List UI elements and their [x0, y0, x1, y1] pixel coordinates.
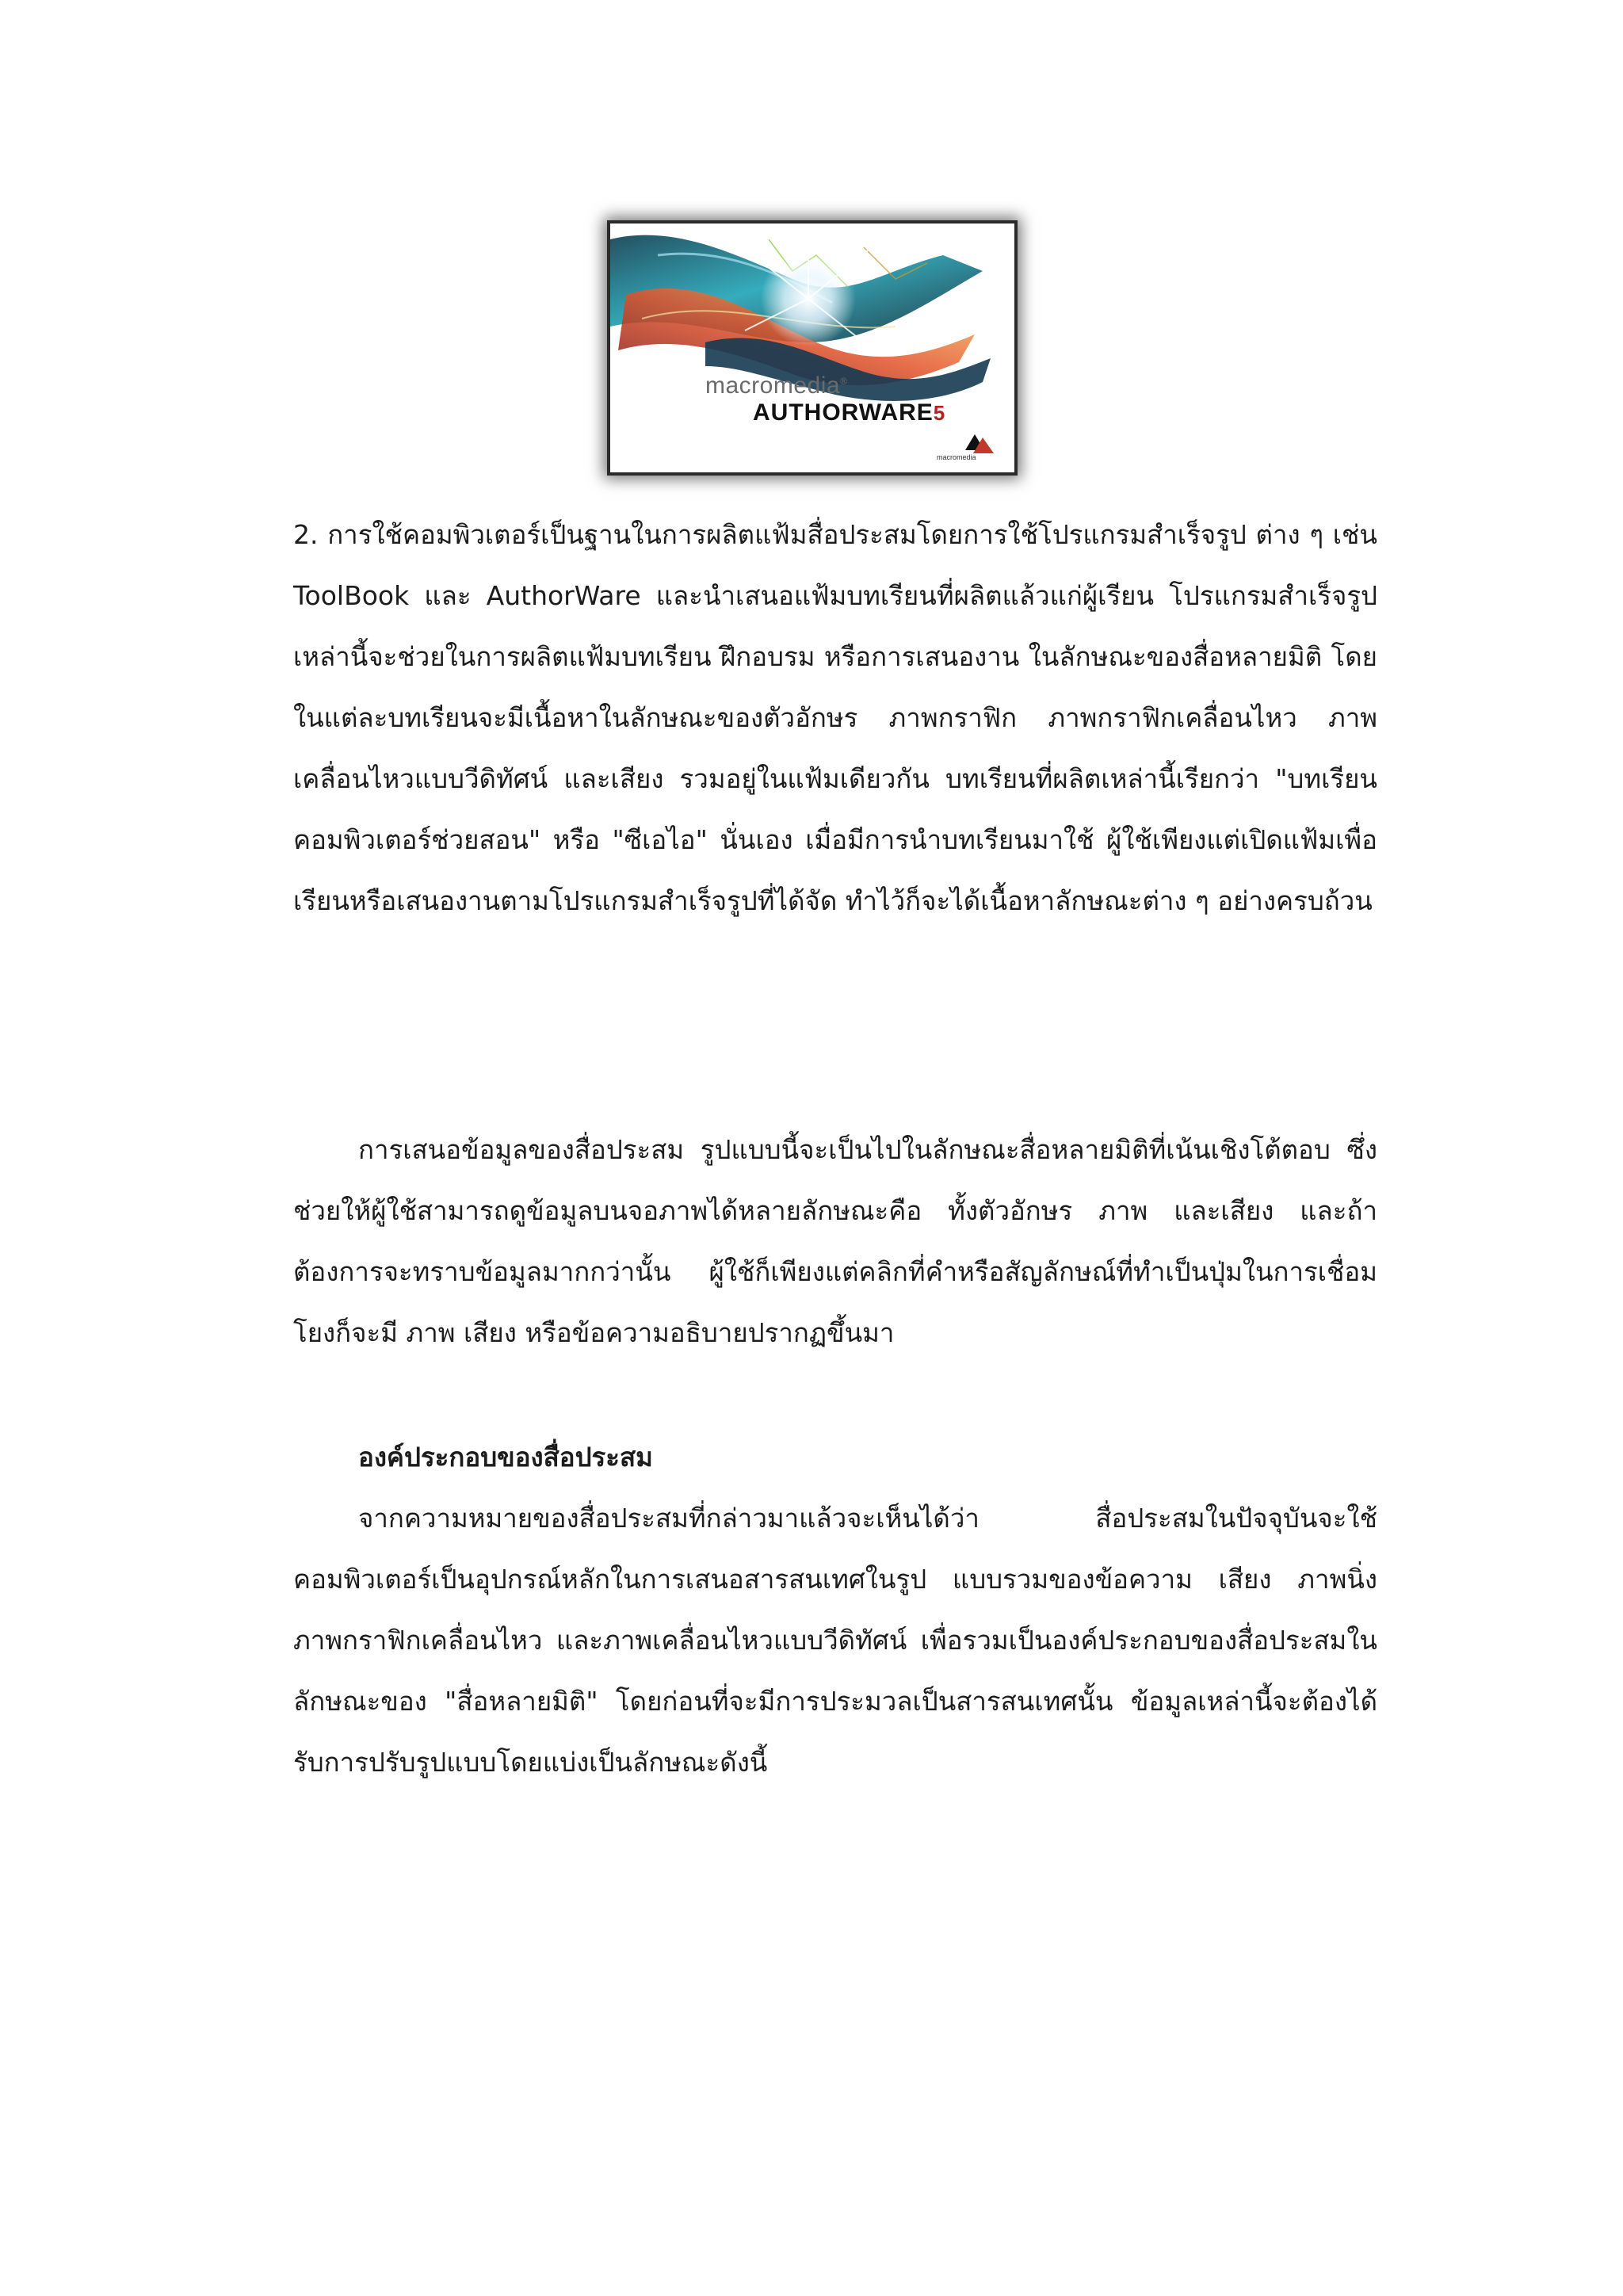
brand-name	[705, 372, 847, 399]
registered-mark: ®	[840, 376, 848, 387]
product-text: AUTHORWARE	[753, 399, 934, 426]
logo-caption: macromedia	[937, 453, 976, 461]
product-version: 5	[933, 401, 946, 425]
paragraph-multimedia-components: จากความหมายของสื่อประสมที่กล่าวมาแล้วจะเห็นได้ว่า สื่อประสมในปัจจุบันจะใช้คอมพิวเตอร์เป็นอุปกรณ์หลักในการเสนอสารสนเทศในรูป แบบรวมของข้อความ เสียง ภาพนิ่ง ภาพกราฟิกเคลื่อนไหว และภาพเคลื่อนไหวแบบวีดิทัศน์ เพื่อรวมเป็นองค์ประกอบของสื่อประสมในลักษณะของ "สื่อหลายมิติ" โดยก่อนที่จะมีการประมวลเป็นสารสนเทศนั้น ข้อมูลเหล่านี้จะต้องได้รับการปรับรูปแบบโดยแบ่งเป็นลักษณะดังนี้	[293, 1503, 1377, 1778]
section-heading: องค์ประกอบของสื่อประสม	[358, 1442, 653, 1473]
product-name	[753, 399, 945, 426]
paragraph-authoring-software: 2. การใช้คอมพิวเตอร์เป็นฐานในการผลิตแฟ้มสื่อประสมโดยการใช้โปรแกรมสำเร็จรูป ต่าง ๆ เช่น ToolBook และ AuthorWare และนำเสนอแฟ้มบทเรียนที่ผลิตแล้วแก่ผู้เรียน โปรแกรมสำเร็จรูปเหล่านี้จะช่วยในการผลิตแฟ้มบทเรียน ฝึกอบรม หรือการเสนองาน ในลักษณะของสื่อหลายมิติ โดยในแต่ละบทเรียนจะมีเนื้อหาในลักษณะของตัวอักษร ภาพกราฟิก ภาพกราฟิกเคลื่อนไหว ภาพเคลื่อนไหวแบบวีดิทัศน์ และเสียง รวมอยู่ในแฟ้มเดียวกัน บทเรียนที่ผลิตเหล่านี้เรียกว่า "บทเรียนคอมพิวเตอร์ช่วยสอน" หรือ "ซีเอไอ" นั่นเอง เมื่อมีการนำบทเรียนมาใช้ ผู้ใช้เพียงแต่เปิดแฟ้มเพื่อเรียนหรือเสนองานตามโปรแกรมสำเร็จรูปที่ได้จัด ทำไว้ก็จะได้เนื้อหาลักษณะต่าง ๆ อย่างครบถ้วน	[293, 519, 1377, 916]
brand-text: macromedia	[705, 372, 841, 399]
paragraph-multimedia-presentation: การเสนอข้อมูลของสื่อประสม รูปแบบนี้จะเป็นไปในลักษณะสื่อหลายมิติที่เน้นเชิงโต้ตอบ ซึ่งช่วยให้ผู้ใช้สามารถดูข้อมูลบนจอภาพได้หลายลักษณะคือ ทั้งตัวอักษร ภาพ และเสียง และถ้าต้องการจะทราบข้อมูลมากกว่านั้น ผู้ใช้ก็เพียงแต่คลิกที่คำหรือสัญลักษณ์ที่ทำเป็นปุ่มในการเชื่อมโยงก็จะมี ภาพ เสียง หรือข้อความอธิบายปรากฏขึ้นมา	[293, 1134, 1377, 1348]
authorware-product-image	[610, 223, 1014, 472]
